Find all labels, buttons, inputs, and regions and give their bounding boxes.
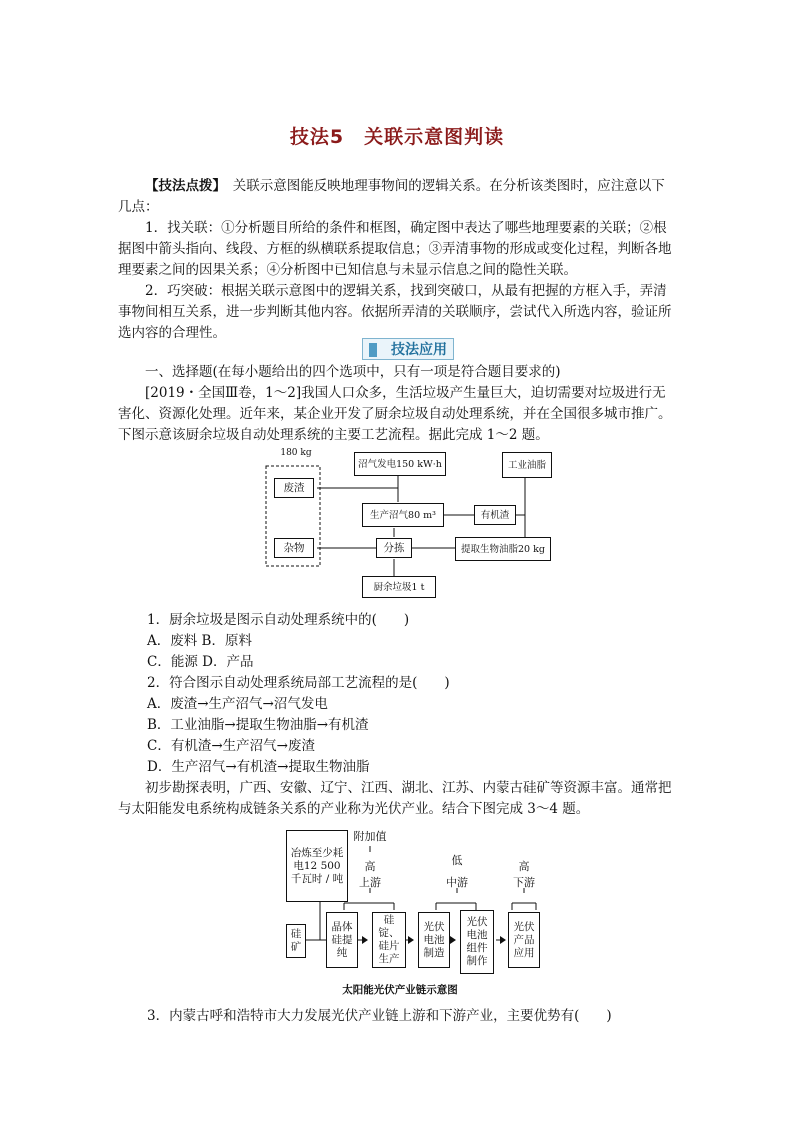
question-stem-2: 初步勘探表明，广西、安徽、辽宁、江西、湖北、江苏、内蒙古硅矿等资源丰富。通常把与太阳能发电系统构成链条关系的产业称为光伏产业。结合下图完成 3～4 题。 — [118, 780, 672, 817]
group-weight-label: 180 kg — [280, 448, 312, 458]
q2-option-a: A．废渣→生产沼气→沼气发电 — [147, 696, 328, 712]
q2-option-d: D．生产沼气→有机渣→提取生物油脂 — [147, 759, 370, 775]
pv-module-box: 光伏电池组件制作 — [460, 910, 494, 974]
diagram-caption: 太阳能光伏产业链示意图 — [342, 984, 458, 996]
q1-option-row-2: C．能源 D．产品 — [147, 654, 254, 670]
produce-biogas-box: 生产沼气80 m³ — [362, 503, 444, 527]
intro-text: 关联示意图能反映地理事物间的逻辑关系。在分析该类图时，应注意以下几点： — [118, 178, 665, 215]
point-1: 1．找关联：①分析题目所给的条件和框图，确定图中表达了哪些地理要素的关联；②根据图中箭头指向、线段、方框的纵横联系提取信息；③弄清事物的形成或变化过程，判断各地理要素之间的因果关系；④分析图中已知信息与未显示信息之间的隐性关联。 — [118, 220, 672, 278]
extract-oil-box: 提取生物油脂20 kg — [455, 537, 551, 561]
q1-option-row-1: A．废料 B．原料 — [147, 633, 252, 649]
section-header — [362, 338, 454, 360]
silicon-ore-box: 硅矿 — [286, 924, 306, 958]
pv-chain-diagram — [282, 828, 552, 978]
question-3: 3．内蒙古呼和浩特市大力发展光伏产业链上游和下游产业，主要优势有( ) — [147, 1008, 612, 1024]
kitchen-waste-box: 厨余垃圾1 t — [362, 576, 436, 598]
downstream-level: 高 — [518, 860, 530, 873]
pv-application-box: 光伏产品应用 — [508, 912, 540, 968]
crystal-purify-box: 晶体硅提纯 — [326, 912, 358, 968]
part-one-heading: 一、选择题(在每小题给出的四个选项中，只有一项是符合题目要求的) — [145, 364, 561, 380]
organic-residue-box: 有机渣 — [474, 505, 516, 525]
question-1: 1．厨余垃圾是图示自动处理系统中的( ) — [147, 612, 410, 628]
q2-option-b: B．工业油脂→提取生物油脂→有机渣 — [147, 717, 369, 733]
question-stem-1: [2019・全国Ⅲ卷，1～2]我国人口众多，生活垃圾产生量巨大，迫切需要对垃圾进行无害化、资源化处理。近年来，某企业开发了厨余垃圾自动处理系统，并在全国很多城市推广。下图示意该厨余垃圾自动处理系统的主要工艺流程。据此完成 1～2 题。 — [118, 385, 672, 443]
flow-diagram — [262, 448, 562, 600]
biogas-power-box: 沼气发电150 kW·h — [354, 452, 446, 476]
midstream-label: 中游 — [446, 876, 468, 889]
page-title: 技法5 关联示意图判读 — [289, 126, 505, 148]
question-2: 2．符合图示自动处理系统局部工艺流程的是( ) — [147, 675, 450, 691]
energy-consumption-box: 冶炼至少耗电12 500千瓦时 / 吨 — [286, 830, 348, 902]
intro-paragraph — [118, 176, 678, 218]
q2-option-c: C．有机渣→生产沼气→废渣 — [147, 738, 315, 754]
midstream-level: 低 — [451, 854, 463, 867]
ingot-wafer-box: 硅锭、硅片生产 — [372, 912, 406, 968]
downstream-label: 下游 — [513, 876, 535, 889]
section-marker-icon — [369, 343, 377, 357]
waste-residue-box: 废渣 — [274, 478, 314, 498]
industrial-oil-box: 工业油脂 — [502, 452, 552, 478]
upstream-level: 高 — [364, 860, 376, 873]
section-title: 技法应用 — [391, 342, 447, 358]
pv-cell-box: 光伏电池制造 — [418, 912, 450, 968]
intro-label: 【技法点拨】 — [145, 178, 220, 194]
value-added-label: 附加值 — [353, 830, 387, 843]
upstream-label: 上游 — [359, 876, 381, 889]
sundries-box: 杂物 — [274, 538, 314, 558]
sorting-box: 分拣 — [376, 538, 412, 558]
point-2: 2．巧突破：根据关联示意图中的逻辑关系，找到突破口，从最有把握的方框入手，弄清事物间相互关系，进一步判断其他内容。依据所弄清的关联顺序，尝试代入所选内容，验证所选内容的合理性。 — [118, 283, 672, 341]
